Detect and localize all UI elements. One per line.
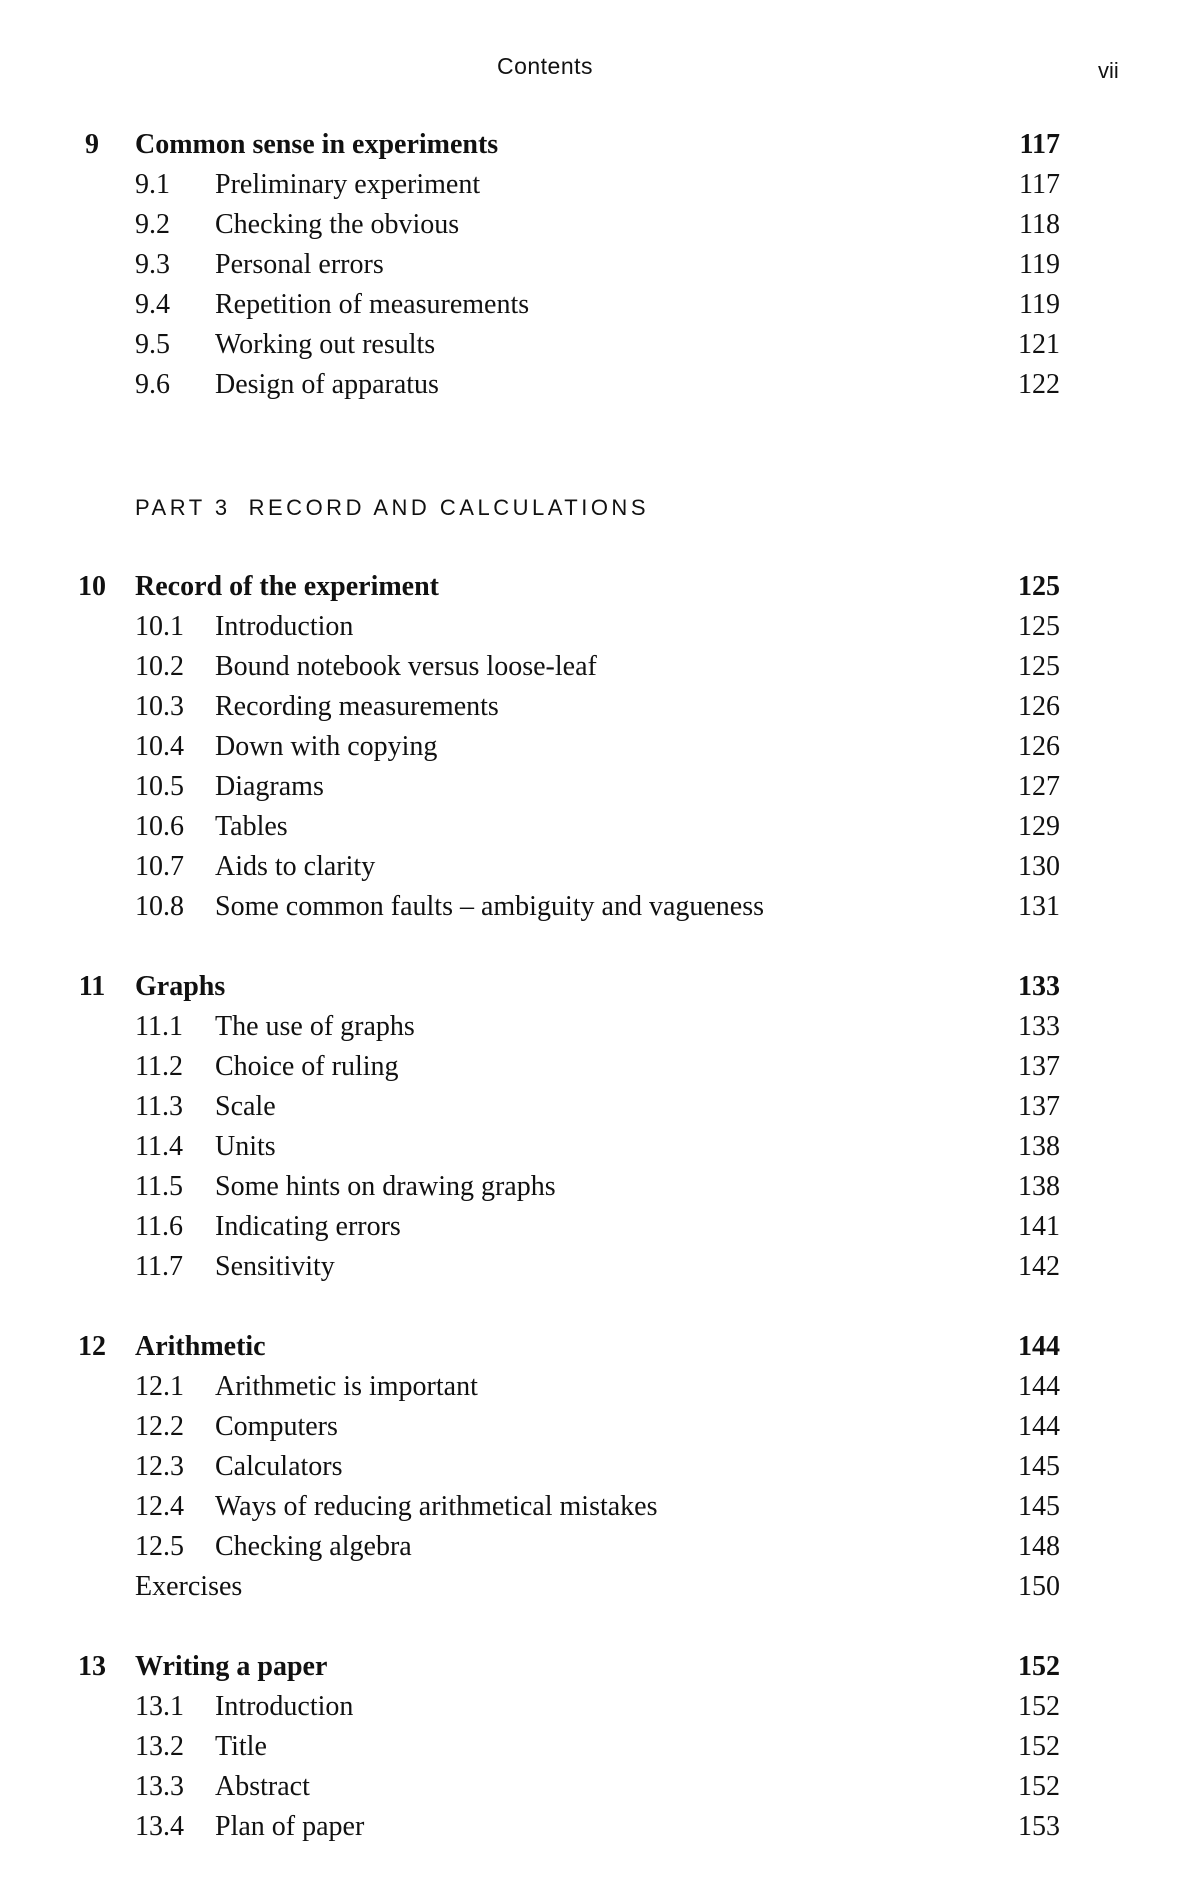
section-title: Units <box>215 1131 276 1162</box>
section-page: 144 <box>1018 1411 1060 1442</box>
toc-section-13-2[interactable] <box>0 1727 1179 1767</box>
section-page: 148 <box>1018 1531 1060 1562</box>
section-number: 11.2 <box>135 1051 183 1082</box>
toc-section-10-8[interactable] <box>0 887 1179 927</box>
section-title: Title <box>215 1731 267 1762</box>
chapter-page: 144 <box>1018 1331 1060 1362</box>
section-page: 152 <box>1018 1731 1060 1762</box>
section-number: 12.1 <box>135 1371 184 1402</box>
toc-chapter-10[interactable] <box>0 567 1179 607</box>
toc-section-12-3[interactable] <box>0 1447 1179 1487</box>
section-number: 13.3 <box>135 1771 184 1802</box>
section-title: Calculators <box>215 1451 343 1482</box>
chapter-title: Arithmetic <box>135 1331 266 1362</box>
toc-section-9-5[interactable] <box>0 325 1179 365</box>
page-number: vii <box>1098 58 1119 83</box>
toc-section-12-2[interactable] <box>0 1407 1179 1447</box>
chapter-page: 152 <box>1018 1651 1060 1682</box>
section-number: 9.1 <box>135 169 170 200</box>
section-page: 152 <box>1018 1691 1060 1722</box>
toc-section-11-4[interactable] <box>0 1127 1179 1167</box>
toc-exercises-12[interactable] <box>0 1567 1179 1607</box>
section-title: Preliminary experiment <box>215 169 481 200</box>
section-number: 13.4 <box>135 1811 184 1842</box>
chapter-number: 11 <box>78 971 106 1002</box>
toc-section-13-3[interactable] <box>0 1767 1179 1807</box>
section-number: 10.4 <box>135 731 184 762</box>
section-page: 130 <box>1018 851 1060 882</box>
section-title: Plan of paper <box>215 1811 365 1842</box>
section-number: 10.2 <box>135 651 184 682</box>
section-title: Choice of ruling <box>215 1051 399 1082</box>
section-page: 138 <box>1018 1171 1060 1202</box>
chapter-number: 10 <box>78 571 106 602</box>
section-page: 121 <box>1018 329 1060 360</box>
section-title: Sensitivity <box>215 1251 335 1282</box>
toc-section-10-4[interactable] <box>0 727 1179 767</box>
chapter-page: 117 <box>1019 129 1060 160</box>
toc-section-10-3[interactable] <box>0 687 1179 727</box>
toc-section-12-4[interactable] <box>0 1487 1179 1527</box>
section-page: 145 <box>1018 1491 1060 1522</box>
toc-chapter-12[interactable] <box>0 1327 1179 1367</box>
section-number: 11.4 <box>135 1131 183 1162</box>
section-title: Introduction <box>215 1691 354 1722</box>
toc-section-10-1[interactable] <box>0 607 1179 647</box>
part-label: PART <box>135 495 206 520</box>
section-page: 142 <box>1018 1251 1060 1282</box>
section-number: 9.5 <box>135 329 170 360</box>
chapter-title: Writing a paper <box>135 1651 328 1682</box>
section-title: Checking algebra <box>215 1531 412 1562</box>
section-title: Working out results <box>215 329 436 360</box>
section-page: 126 <box>1018 731 1060 762</box>
section-page: 145 <box>1018 1451 1060 1482</box>
section-number: 11.3 <box>135 1091 183 1122</box>
section-page: 131 <box>1018 891 1060 922</box>
section-page: 144 <box>1018 1371 1060 1402</box>
toc-section-10-6[interactable] <box>0 807 1179 847</box>
section-number: 9.4 <box>135 289 170 320</box>
toc-section-12-1[interactable] <box>0 1367 1179 1407</box>
section-title: Design of apparatus <box>215 369 439 400</box>
section-page: 141 <box>1018 1211 1060 1242</box>
chapter-number: 9 <box>85 129 99 160</box>
section-number: 12.5 <box>135 1531 184 1562</box>
section-title: Some common faults – ambiguity and vagueness <box>215 891 765 922</box>
section-title: Checking the obvious <box>215 209 460 240</box>
section-title: Personal errors <box>215 249 384 280</box>
section-title: Repetition of measurements <box>215 289 530 320</box>
section-number: 12.3 <box>135 1451 184 1482</box>
section-title: Diagrams <box>215 771 324 802</box>
section-page: 119 <box>1019 249 1060 280</box>
section-page: 119 <box>1019 289 1060 320</box>
section-number: 11.6 <box>135 1211 183 1242</box>
section-page: 153 <box>1018 1811 1060 1842</box>
toc-section-10-7[interactable] <box>0 847 1179 887</box>
toc-chapter-11[interactable] <box>0 967 1179 1007</box>
part-title: RECORD AND CALCULATIONS <box>248 495 649 520</box>
section-number: 10.8 <box>135 891 184 922</box>
chapter-title: Record of the experiment <box>135 571 440 602</box>
toc-section-9-2[interactable] <box>0 205 1179 245</box>
section-page: 138 <box>1018 1131 1060 1162</box>
section-page: 118 <box>1019 209 1060 240</box>
exercises-page: 150 <box>1018 1571 1060 1602</box>
toc-section-11-5[interactable] <box>0 1167 1179 1207</box>
section-page: 117 <box>1019 169 1060 200</box>
section-number: 13.1 <box>135 1691 184 1722</box>
toc-section-11-6[interactable] <box>0 1207 1179 1247</box>
section-page: 122 <box>1018 369 1060 400</box>
section-number: 11.1 <box>135 1011 183 1042</box>
section-title: Aids to clarity <box>215 851 376 882</box>
section-page: 137 <box>1018 1091 1060 1122</box>
section-number: 12.2 <box>135 1411 184 1442</box>
toc-section-10-2[interactable] <box>0 647 1179 687</box>
section-number: 12.4 <box>135 1491 184 1522</box>
section-title: The use of graphs <box>215 1011 415 1042</box>
section-title: Computers <box>215 1411 338 1442</box>
section-page: 137 <box>1018 1051 1060 1082</box>
toc-section-11-1[interactable] <box>0 1007 1179 1047</box>
toc-section-11-3[interactable] <box>0 1087 1179 1127</box>
toc-section-13-4[interactable] <box>0 1807 1179 1847</box>
section-number: 9.6 <box>135 369 170 400</box>
chapter-number: 12 <box>78 1331 106 1362</box>
section-title: Tables <box>215 811 288 842</box>
section-page: 126 <box>1018 691 1060 722</box>
section-title: Arithmetic is important <box>215 1371 478 1402</box>
section-number: 9.3 <box>135 249 170 280</box>
part-number: 3 <box>214 495 231 520</box>
section-number: 9.2 <box>135 209 170 240</box>
chapter-page: 133 <box>1018 971 1060 1002</box>
section-title: Ways of reducing arithmetical mistakes <box>215 1491 658 1522</box>
toc-section-9-6[interactable] <box>0 365 1179 405</box>
exercises-title: Exercises <box>135 1571 243 1602</box>
toc-section-9-4[interactable] <box>0 285 1179 325</box>
section-title: Some hints on drawing graphs <box>215 1171 556 1202</box>
section-number: 11.7 <box>135 1251 183 1282</box>
toc-chapter-13[interactable] <box>0 1647 1179 1687</box>
toc-section-11-7[interactable] <box>0 1247 1179 1287</box>
section-title: Introduction <box>215 611 354 642</box>
section-page: 152 <box>1018 1771 1060 1802</box>
part-heading <box>135 488 649 528</box>
section-page: 125 <box>1018 611 1060 642</box>
section-page: 129 <box>1018 811 1060 842</box>
section-number: 10.7 <box>135 851 184 882</box>
section-page: 133 <box>1018 1011 1060 1042</box>
running-head-title: Contents <box>496 53 594 79</box>
section-number: 10.5 <box>135 771 184 802</box>
chapter-title: Graphs <box>135 971 226 1002</box>
toc-chapter-9[interactable] <box>0 125 1179 165</box>
section-title: Down with copying <box>215 731 438 762</box>
section-title: Scale <box>215 1091 276 1122</box>
section-title: Abstract <box>215 1771 310 1802</box>
section-title: Indicating errors <box>215 1211 401 1242</box>
section-page: 125 <box>1018 651 1060 682</box>
section-number: 10.3 <box>135 691 184 722</box>
section-number: 13.2 <box>135 1731 184 1762</box>
toc-section-9-3[interactable] <box>0 245 1179 285</box>
section-title: Recording measurements <box>215 691 499 722</box>
toc-section-10-5[interactable] <box>0 767 1179 807</box>
toc-section-11-2[interactable] <box>0 1047 1179 1087</box>
toc-section-13-1[interactable] <box>0 1687 1179 1727</box>
chapter-title: Common sense in experiments <box>135 129 499 160</box>
section-page: 127 <box>1018 771 1060 802</box>
section-title: Bound notebook versus loose-leaf <box>215 651 597 682</box>
chapter-page: 125 <box>1018 571 1060 602</box>
section-number: 10.1 <box>135 611 184 642</box>
toc-section-12-5[interactable] <box>0 1527 1179 1567</box>
section-number: 10.6 <box>135 811 184 842</box>
chapter-number: 13 <box>78 1651 106 1682</box>
toc-section-9-1[interactable] <box>0 165 1179 205</box>
section-number: 11.5 <box>135 1171 183 1202</box>
